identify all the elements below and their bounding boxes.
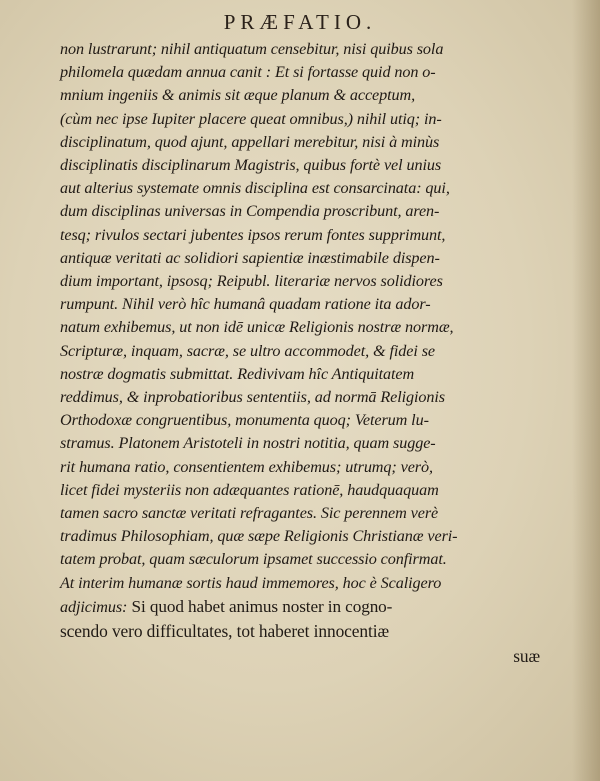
italic-segment: adjicimus: [60,597,128,616]
text-line: Orthodoxæ congruentibus, monumenta quoq; Veterum lu- [60,411,429,430]
text-line: licet fidei mysteriis non adæquantes rationē, haudquaquam [60,480,439,499]
text-line: non lustrarunt; nihil antiquatum censebitur, nisi quibus sola [60,40,444,58]
text-line: aut alterius systemate omnis disciplina est consarcinata: qui, [60,179,450,198]
text-line: nostræ dogmatis submittat. Redivivam hîc Antiquitatem [60,364,415,383]
text-line: tradimus Philosophiam, quæ sæpe Religionis Christianæ veri- [60,527,458,546]
text-line: dum disciplinas universas in Compendia proscribunt, aren- [60,202,440,221]
text-line: mnium ingeniis & animis sit æque planum & acceptum, [60,86,416,105]
text-line: At interim humanæ sortis haud immemores, hoc è Scaligero [60,573,442,592]
text-line: rit humana ratio, consentientem exhibemus; utrumq; verò, [60,457,433,476]
text-line: disciplinatis disciplinarum Magistris, quibus fortè vel unius [60,156,442,175]
roman-segment: Si quod habet animus noster in cogno- [127,596,393,616]
mixed-line [60,595,546,619]
text-line: philomela quædam annua canit : Et si fortasse quid non o- [60,63,436,82]
text-line: (cùm nec ipse Iupiter placere queat omnibus,) nihil utiq; in- [60,109,442,128]
text-line: tamen sacro sanctæ veritati refragantes. Sic perennem verè [60,504,439,523]
text-line: reddimus, & inprobatioribus sententiis, ad normā Religionis [60,388,446,407]
text-line: dium important, ipsosq; Reipubl. literariæ nervos solidiores [60,272,443,291]
body-text [60,38,546,669]
text-line: natum exhibemus, ut non idē unicæ Religionis nostræ normæ, [60,318,454,337]
text-line: tesq; rivulos sectari jubentes ipsos rerum fontes supprimunt, [60,225,446,244]
running-title: PRÆFATIO. [223,10,377,34]
catchword: suæ [513,646,540,667]
text-line: stramus. Platonem Aristoteli in nostri notitia, quam sugge- [60,434,436,453]
text-line: tatem probat, quam sæculorum ipsamet successio confirmat. [60,550,447,569]
text-line: Scripturæ, inquam, sacræ, se ultro accommodet, & fidei se [60,341,435,360]
text-line: disciplinatum, quod ajunt, appellari merebitur, nisi à minùs [60,132,440,151]
text-line: antiquæ veritati ac solidiori sapientiæ inæstimabile dispen- [60,248,440,267]
roman-text-line: scendo vero difficultates, tot haberet innocentiæ [60,621,389,642]
text-line: rumpunt. Nihil verò hîc humanâ quadam ratione ita ador- [60,295,431,314]
